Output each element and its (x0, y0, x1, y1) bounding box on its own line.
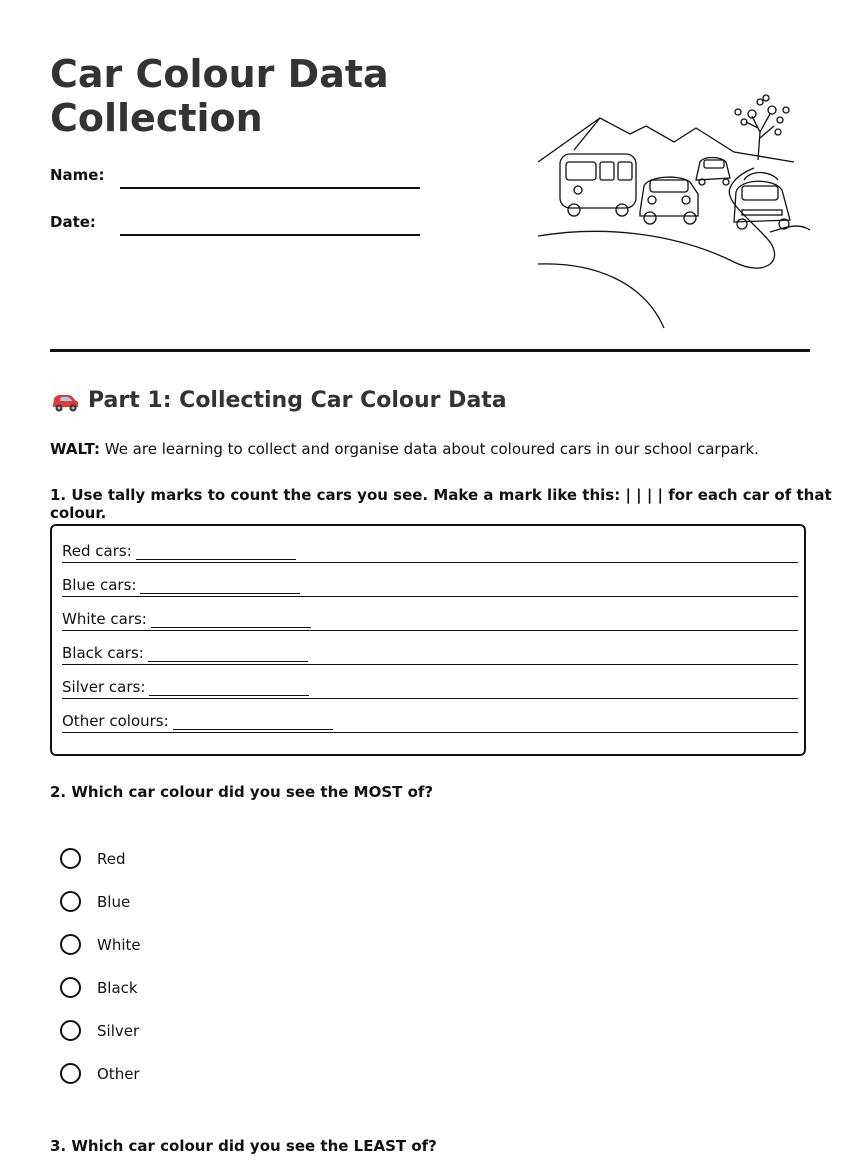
car-icon (50, 389, 80, 413)
radio-button[interactable] (60, 891, 81, 912)
tally-blank[interactable] (140, 579, 300, 594)
question-3: 3. Which car colour did you see the LEAST of? (50, 1137, 437, 1155)
header-divider (50, 349, 810, 352)
option-silver[interactable] (60, 1020, 139, 1041)
question-1: 1. Use tally marks to count the cars you see. Make a mark like this: | | | | for each car of that colour. (50, 486, 832, 522)
page-title (50, 52, 480, 140)
tally-row[interactable] (62, 632, 798, 665)
road-cars-illustration (534, 92, 814, 334)
radio-button[interactable] (60, 1063, 81, 1084)
option-label: Other (97, 1064, 140, 1083)
tally-blank[interactable] (149, 681, 309, 696)
question-2: 2. Which car colour did you see the MOST of? (50, 783, 434, 801)
tally-row[interactable] (62, 530, 798, 563)
option-label: White (97, 935, 141, 954)
option-white[interactable] (60, 934, 141, 955)
tally-blank[interactable] (148, 647, 308, 662)
walt-label: WALT: (50, 440, 100, 458)
date-field[interactable] (120, 234, 420, 236)
tally-blank[interactable] (136, 545, 296, 560)
tally-box (50, 524, 806, 756)
tally-row-label: Red cars: (62, 542, 132, 560)
option-blue[interactable] (60, 891, 130, 912)
tally-row-label: Silver cars: (62, 678, 146, 696)
option-label: Silver (97, 1021, 140, 1040)
part1-heading (50, 388, 507, 413)
option-other[interactable] (60, 1063, 140, 1084)
title-line-1: Car Colour Data (50, 52, 389, 96)
name-label: Name: (50, 166, 105, 184)
tally-row[interactable] (62, 700, 798, 733)
radio-button[interactable] (60, 1020, 81, 1041)
walt-text: We are learning to collect and organise data about coloured cars in our school carpark. (99, 440, 759, 458)
option-label: Black (97, 978, 138, 997)
option-label: Blue (97, 892, 131, 911)
date-label: Date: (50, 213, 96, 231)
tally-blank[interactable] (173, 715, 333, 730)
part1-heading-text: Part 1: Collecting Car Colour Data (88, 388, 507, 413)
tally-row-label: Blue cars: (62, 576, 137, 594)
radio-button[interactable] (60, 848, 81, 869)
title-line-2: Collection (50, 96, 263, 140)
tally-row[interactable] (62, 666, 798, 699)
radio-button[interactable] (60, 934, 81, 955)
tally-row[interactable] (62, 564, 798, 597)
option-red[interactable] (60, 848, 126, 869)
option-label: Red (97, 849, 126, 868)
tally-row[interactable] (62, 598, 798, 631)
tally-row-label: White cars: (62, 610, 147, 628)
tally-row-label: Other colours: (62, 712, 169, 730)
radio-button[interactable] (60, 977, 81, 998)
name-field[interactable] (120, 187, 420, 189)
option-black[interactable] (60, 977, 138, 998)
tally-row-label: Black cars: (62, 644, 144, 662)
walt-statement (50, 440, 759, 458)
tally-blank[interactable] (151, 613, 311, 628)
